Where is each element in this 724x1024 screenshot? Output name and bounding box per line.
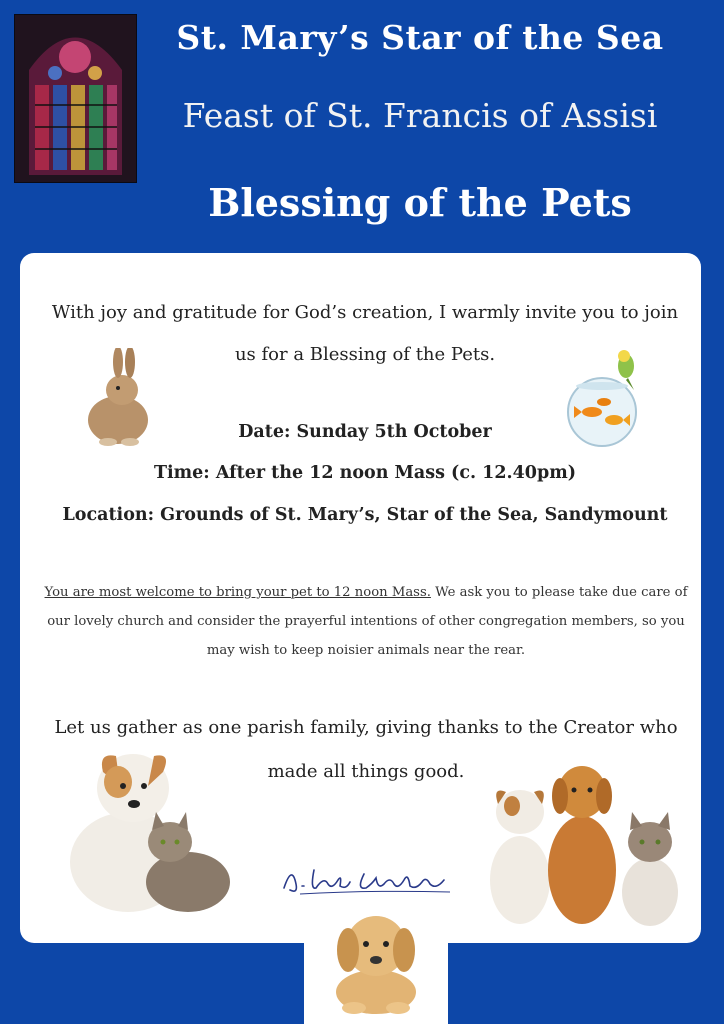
mass-note-underlined: You are most welcome to bring your pet to 12 noon Mass. [44,585,431,600]
signature [280,860,460,900]
event-time: Time: After the 12 noon Mass (c. 12.40pm) [153,463,577,483]
mass-note-rest: We ask you to please take due care of our lovely church and consider the prayerful intentions of other congregation members, so you may wish to keep noisier animals near the rear. [47,585,688,658]
event-location: Location: Grounds of St. Mary’s, Star of the Sea, Sandymount [62,505,668,525]
invitation-text: With joy and gratitude for God’s creation, I warmly invite you to join us for a Blessing of the Pets. [51,302,679,365]
dog-and-cat-image [58,742,238,922]
stained-glass-window-image [14,14,137,183]
mass-note [36,578,696,665]
event-title: Blessing of the Pets [208,180,632,225]
puppy-image [318,900,434,1018]
church-name-title: St. Mary’s Star of the Sea [176,18,664,57]
closing-text: Let us gather as one parish family, giving thanks to the Creator who made all things good. [54,717,678,782]
event-date: Date: Sunday 5th October [238,422,492,442]
puppies-and-kitten-image [482,752,690,932]
feast-subtitle: Feast of St. Francis of Assisi [182,96,658,135]
